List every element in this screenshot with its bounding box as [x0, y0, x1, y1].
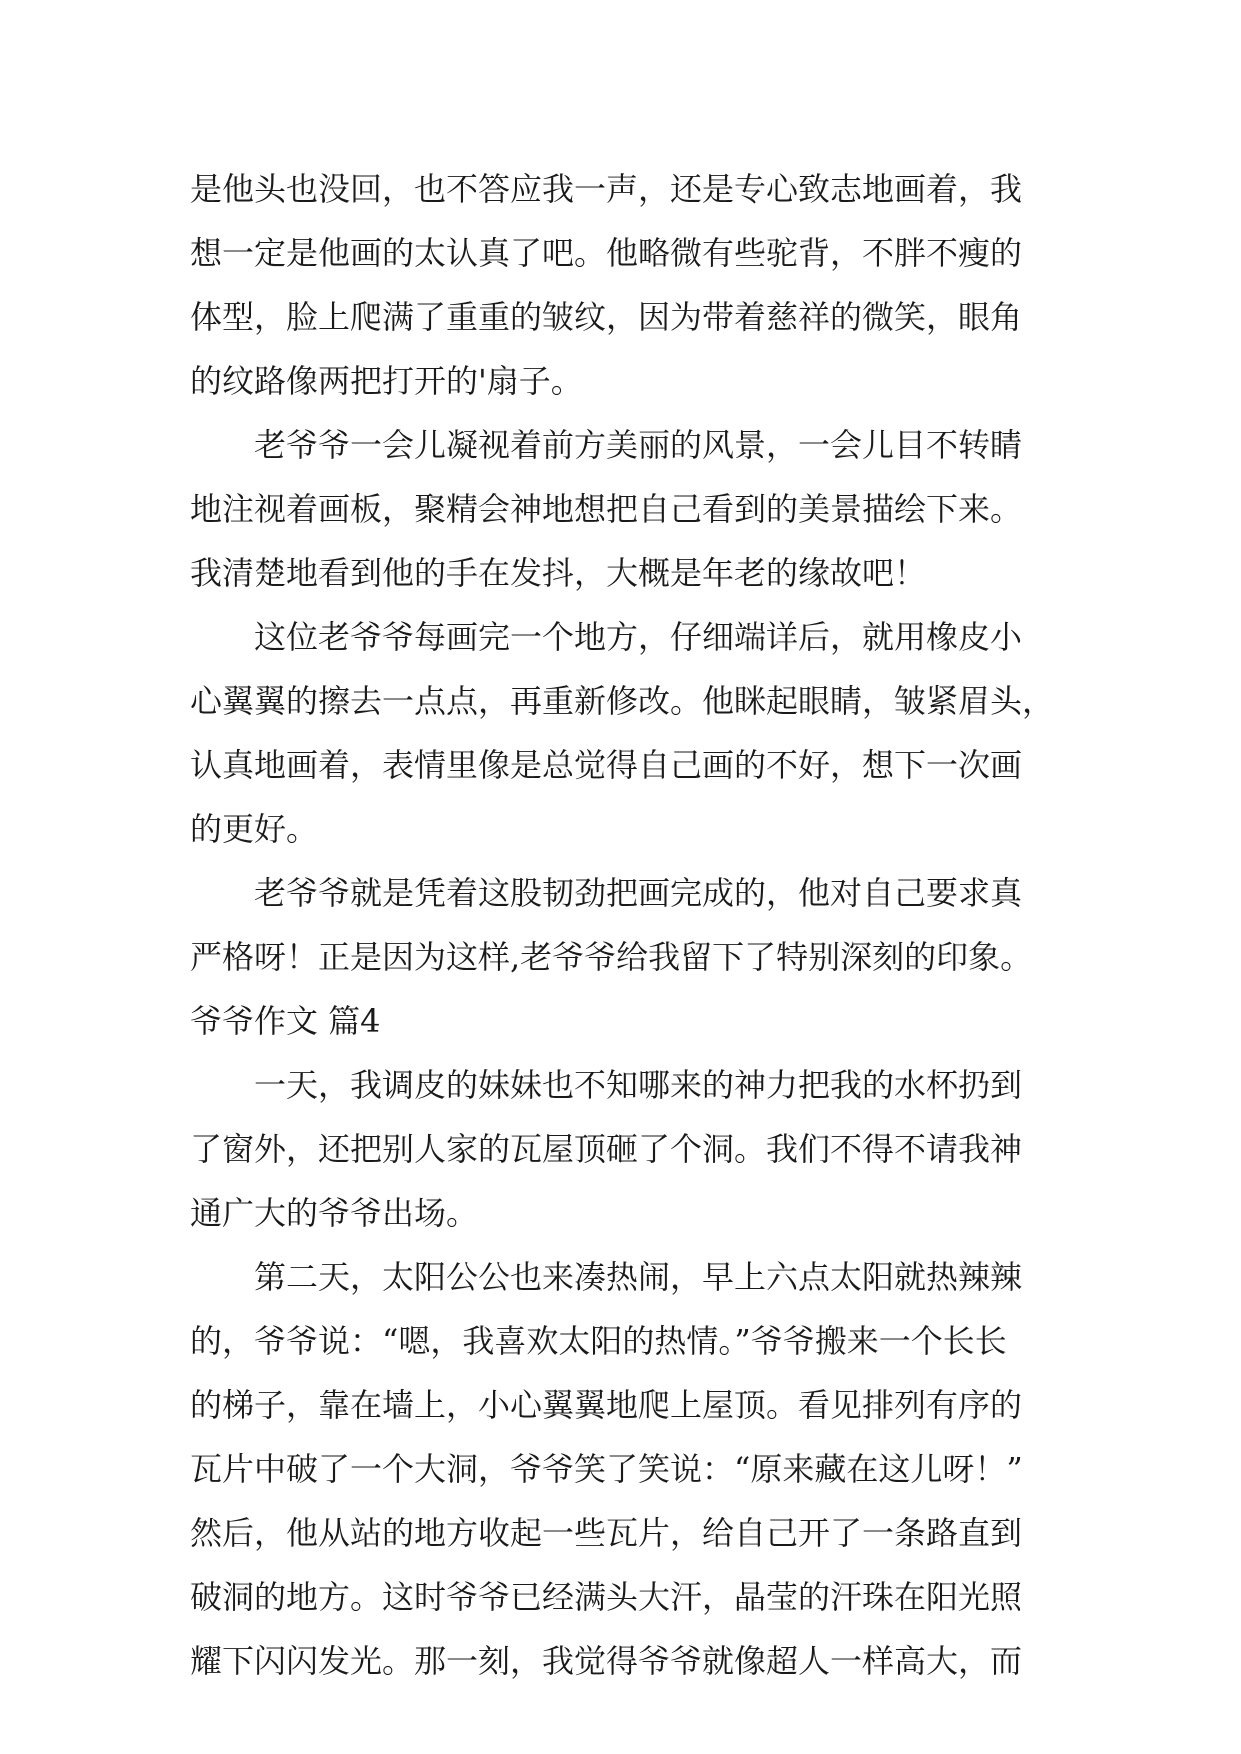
text-line: 想一定是他画的太认真了吧。他略微有些驼背，不胖不瘦的 — [190, 234, 1023, 272]
text-line: 的，爷爷说：“嗯，我喜欢太阳的热情。”爷爷搬来一个长长 — [190, 1322, 1007, 1360]
text-line: 老爷爷一会儿凝视着前方美丽的风景，一会儿目不转睛 — [254, 426, 1023, 464]
text-line: 破洞的地方。这时爷爷已经满头大汗，晶莹的汗珠在阳光照 — [190, 1578, 1023, 1616]
text-line: 耀下闪闪发光。那一刻，我觉得爷爷就像超人一样高大，而 — [190, 1642, 1023, 1680]
text-line: 心翼翼的擦去一点点，再重新修改。他眯起眼睛，皱紧眉头， — [190, 682, 1055, 720]
paragraph — [190, 157, 1060, 413]
text-line: 是他头也没回，也不答应我一声，还是专心致志地画着，我 — [190, 170, 1023, 208]
paragraph — [190, 1053, 1060, 1245]
text-line: 了窗外，还把别人家的瓦屋顶砸了个洞。我们不得不请我神 — [190, 1130, 1023, 1168]
text-line: 一天，我调皮的妹妹也不知哪来的神力把我的水杯扔到 — [254, 1066, 1023, 1104]
text-line: 的更好。 — [190, 810, 319, 848]
text-line: 严格呀！正是因为这样,老爷爷给我留下了特别深刻的印象。 — [190, 938, 1033, 976]
text-line: 认真地画着，表情里像是总觉得自己画的不好，想下一次画 — [190, 746, 1023, 784]
text-line: 体型，脸上爬满了重重的皱纹，因为带着慈祥的微笑，眼角 — [190, 298, 1023, 336]
text-line: 我清楚地看到他的手在发抖，大概是年老的缘故吧！ — [190, 554, 927, 592]
text-line: 老爷爷就是凭着这股韧劲把画完成的，他对自己要求真 — [254, 874, 1023, 912]
text-line: 通广大的爷爷出场。 — [190, 1194, 479, 1232]
document-page — [190, 157, 1060, 1693]
text-line: 瓦片中破了一个大洞，爷爷笑了笑说：“原来藏在这儿呀！” — [190, 1450, 1023, 1488]
text-line: 的纹路像两把打开的'扇子。 — [190, 362, 583, 400]
text-line: 地注视着画板，聚精会神地想把自己看到的美景描绘下来。 — [190, 490, 1023, 528]
text-line: 这位老爷爷每画完一个地方，仔细端详后，就用橡皮小 — [254, 618, 1023, 656]
text-line: 第二天，太阳公公也来凑热闹，早上六点太阳就热辣辣 — [254, 1258, 1023, 1296]
text-line: 然后，他从站的地方收起一些瓦片，给自己开了一条路直到 — [190, 1514, 1023, 1552]
paragraph — [190, 861, 1060, 989]
section-heading: 爷爷作文 篇4 — [190, 1002, 381, 1040]
paragraph — [190, 605, 1060, 861]
text-line: 的梯子，靠在墙上，小心翼翼地爬上屋顶。看见排列有序的 — [190, 1386, 1023, 1424]
paragraph — [190, 1245, 1060, 1693]
paragraph — [190, 413, 1060, 605]
